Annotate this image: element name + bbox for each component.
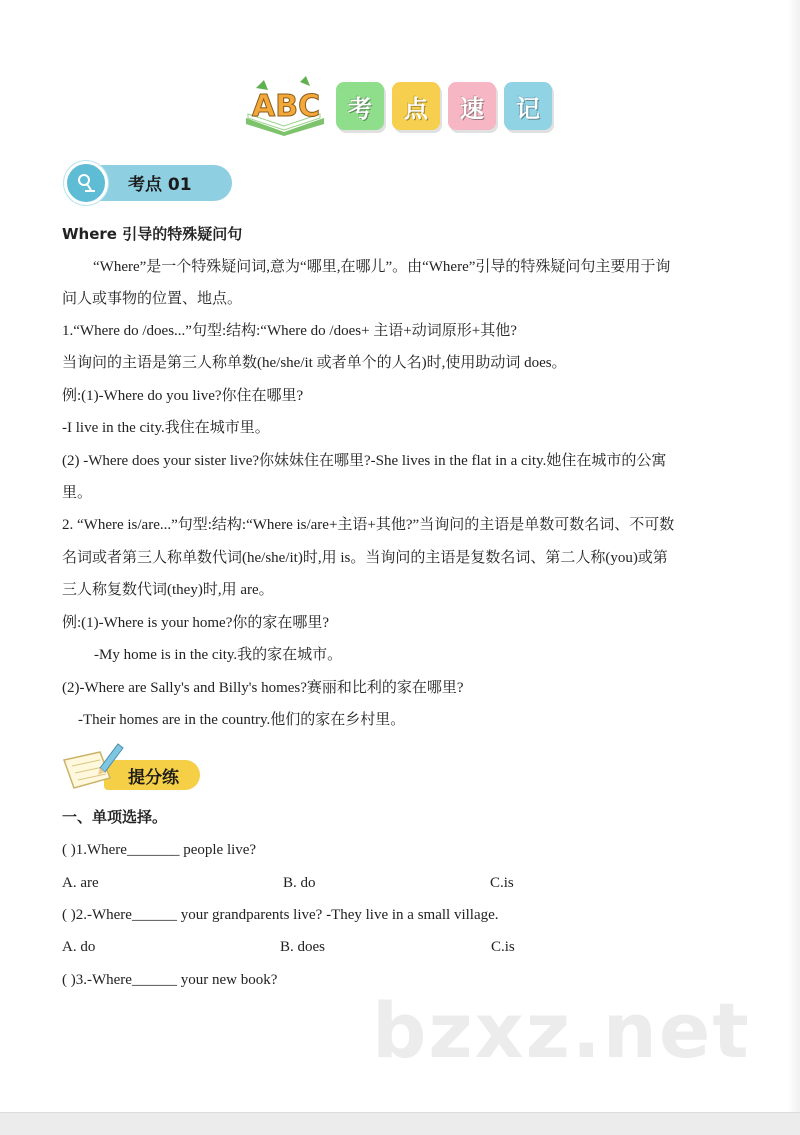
intro-line-1: “Where”是一个特殊疑问词,意为“哪里,在哪儿”。由“Where”引导的特殊疑问句主要用于询 [93,259,671,275]
watermark: bzxz.net [372,986,751,1075]
abc-book-icon [240,74,328,136]
bottom-bar [0,1112,800,1135]
page-edge [788,0,800,1134]
q1-option-b: B. do [283,875,316,891]
example-1-question: 例:(1)-Where do you live?你住在哪里? [62,388,304,404]
question-1: ( )1.Where_______ people live? [62,842,257,858]
question-2: ( )2.-Where______ your grandparents live? -They live in a small village. [62,907,499,923]
notebook-pencil-icon [60,738,126,794]
badge-kao: 考 [336,82,384,130]
practice-title: 提分练 [128,768,179,788]
part-title: 一、单项选择。 [62,808,168,826]
example-1-answer: -I live in the city.我住在城市里。 [62,420,270,436]
rule-2-line-3: 三人称复数代词(they)时,用 are。 [62,582,274,598]
section-title: 考点 01 [128,175,192,195]
example-2-line-2: 里。 [62,485,93,501]
rule-1-note: 当询问的主语是第三人称单数(he/she/it 或者单个的人名)时,使用助动词 does。 [62,355,567,371]
example-4-question: (2)-Where are Sally's and Billy's homes?赛丽和比利的家在哪里? [62,680,464,696]
practice-banner [60,738,210,794]
example-2-line-1: (2) -Where does your sister live?你妹妹住在哪里?-She lives in the flat in a city.她住在城市的公寓 [62,453,667,469]
rule-2-line-1: 2. “Where is/are...”句型:结构:“Where is/are+主语+其他?”当询问的主语是单数可数名词、不可数 [62,517,675,533]
q1-option-c: C.is [490,875,514,891]
q1-option-a: A. are [62,875,99,891]
q2-option-c: C.is [491,939,515,955]
q2-option-b: B. does [280,939,325,955]
lamp-icon [64,161,108,205]
badge-ji: 记 [504,82,552,130]
badge-dian: 点 [392,82,440,130]
intro-line-2: 问人或事物的位置、地点。 [62,291,243,307]
header-banner [240,74,560,138]
rule-2-line-2: 名词或者第三人称单数代词(he/she/it)时,用 is。当询问的主语是复数名词、第二人称(you)或第 [62,550,668,566]
example-3-question: 例:(1)-Where is your home?你的家在哪里? [62,615,330,631]
example-4-answer: -Their homes are in the country.他们的家在乡村里。 [78,712,406,728]
section-label [64,161,232,205]
example-3-answer: -My home is in the city.我的家在城市。 [94,647,343,663]
rule-1: 1.“Where do /does...”句型:结构:“Where do /does+ 主语+动词原形+其他? [62,323,517,339]
question-3: ( )3.-Where______ your new book? [62,972,278,988]
badge-su: 速 [448,82,496,130]
topic-heading: Where 引导的特殊疑问句 [62,225,243,243]
q2-option-a: A. do [62,939,96,955]
svg-text:ABC: ABC [252,89,321,124]
